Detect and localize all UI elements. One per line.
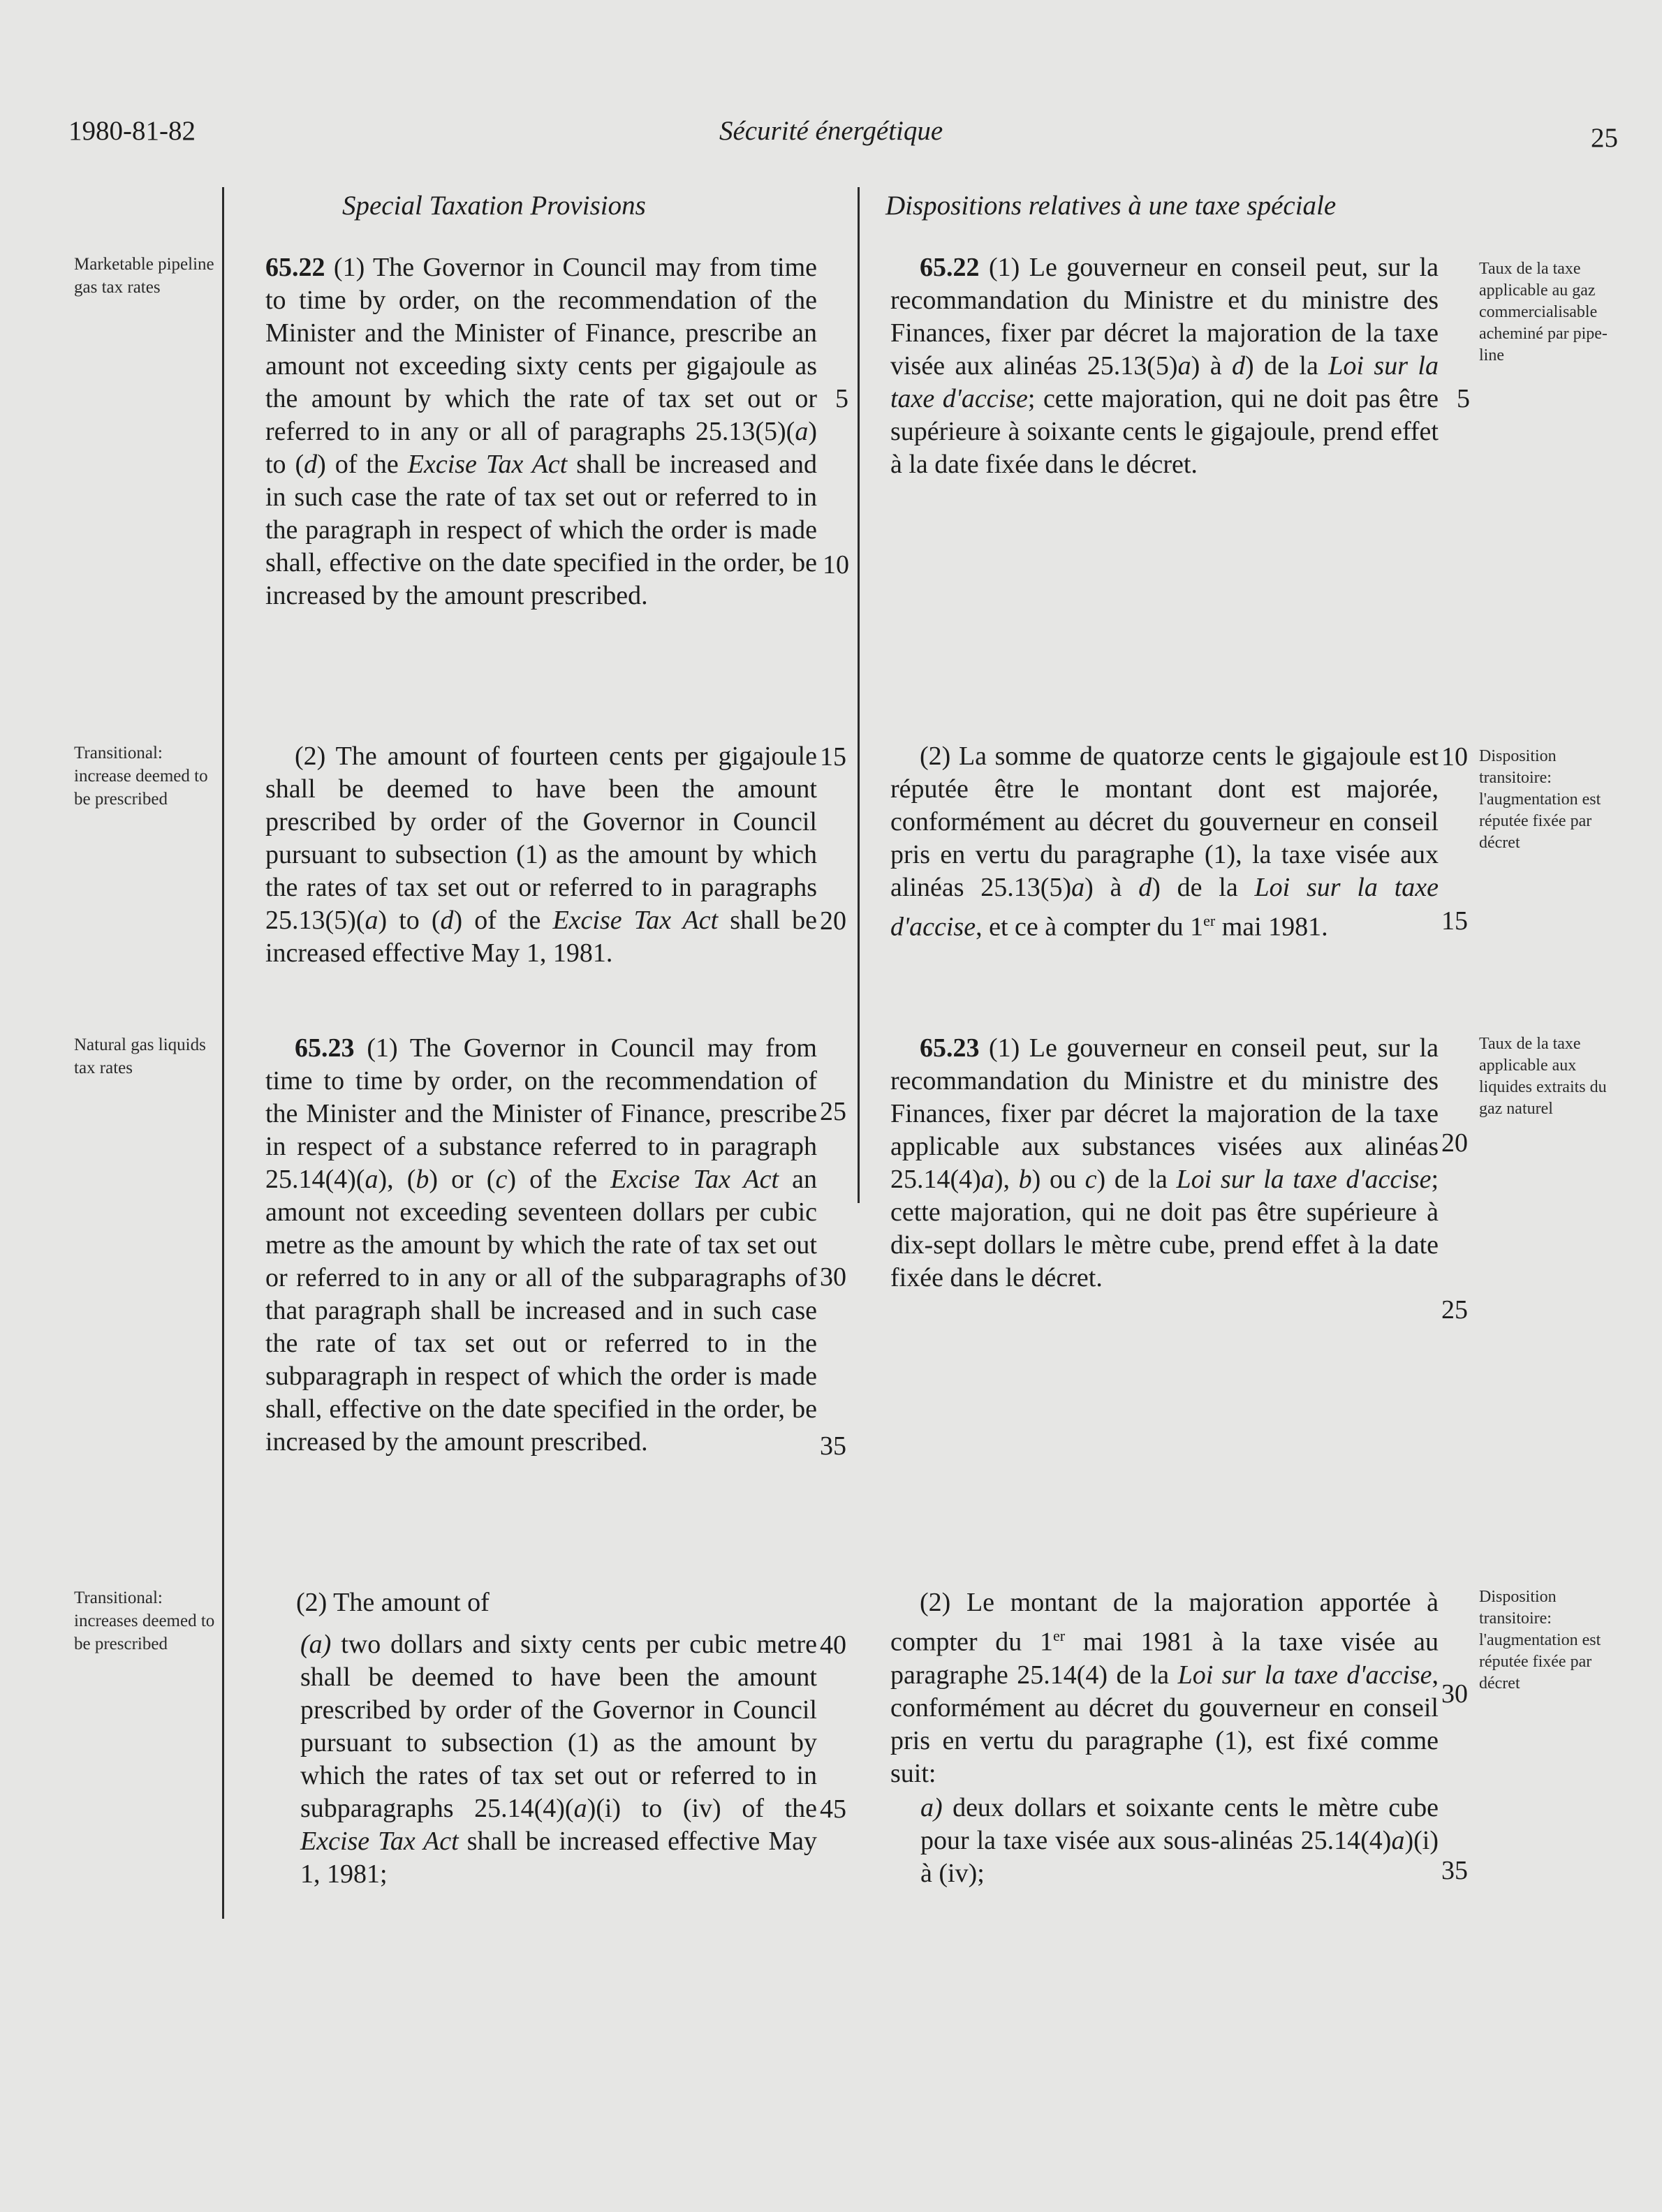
line-number: 25 [820,1097,846,1126]
text-italic: d [304,450,318,479]
superscript: er [1203,912,1216,929]
english-section-65-22-1 [265,251,817,612]
french-section-65-22-1 [890,251,1439,481]
text: ; cette majoration, qui ne doit pas être supérieure à soixante cents le gigajoule, prend effet à la date fixée dans le décret. [890,384,1439,479]
section-number: 65.22 [920,253,980,282]
text: shall be increased and in such case the rate of tax set out or referred to in the paragraph in respect of which the order is made shall, effective on the date specified in the order, be increased by the amount prescribed. [265,450,818,610]
text: ) à [1084,873,1139,902]
french-section-65-23-2 [890,1586,1439,1790]
text: ) of the [507,1165,611,1194]
line-number: 20 [820,906,846,936]
line-number: 40 [820,1630,846,1660]
text-italic: b [1018,1165,1032,1194]
text-italic: d [440,906,454,935]
line-number: 45 [820,1794,846,1824]
line-number: 10 [823,550,849,580]
text-italic: a [980,1165,994,1194]
text: ) à [1191,351,1232,381]
text: (1) Le gouverneur en conseil peut, sur la recommandation du Ministre et du ministre des Finances, fixer par décret la majoration de la taxe applicable aux substances visées aux alinéas 25.14(4) [890,1033,1439,1194]
text: (2) La somme de quatorze cents le gigajoule est réputée être le montant dont est majorée, conformément au décret du gouverneur en conseil pris en vertu du paragraphe (1), la taxe visée aux alinéas 25.13(5) [890,742,1439,902]
line-number: 35 [1441,1856,1468,1885]
text: ) to ( [378,906,441,935]
text-italic: a [1177,351,1191,381]
text: , conformément au décret du gouverneur en conseil pris en vertu du paragraphe (1), est fixé comme suit: [890,1660,1439,1788]
text-italic: Excise Tax Act [407,450,568,479]
text-italic: a [365,1165,378,1194]
text: ) to ( [265,417,817,479]
text-italic: Loi sur la taxe d'accise [1177,1660,1432,1690]
text: shall be increased effective May 1, 1981; [300,1827,817,1889]
text: two dollars and sixty cents per cubic metre shall be deemed to have been the amount prescribed by order of the Governor in Council pursuant to subsection (1) as the amount by which the rates of tax set out or referred to in subparagraphs 25.14(4)( [300,1630,817,1823]
english-section-65-23-2-a [300,1628,817,1891]
text: (1) The Governor in Council may from time to time by order, on the recommendation of the Minister and the Minister of Finance, prescribe in respect of a substance referred to in paragraph 25.14(4)( [265,1033,817,1194]
line-number: 30 [1441,1679,1468,1709]
text-italic: Excise Tax Act [610,1165,779,1194]
margin-note-disposition-transitoire-1: Disposition transitoire: l'augmentation est réputée fixée par décret [1479,747,1601,852]
margin-note-natural-gas-liquids: Natural gas liquids tax rates [74,1035,206,1077]
text: deux dollars et soixante cents le mètre cube pour la taxe visée aux sous-alinéas 25.14(4) [920,1793,1439,1855]
line-number: 25 [1441,1295,1468,1325]
text: ) de la [1152,873,1255,902]
center-column-rule [858,187,860,1203]
text: an amount not exceeding seventeen dollars per cubic metre as the amount by which the rate of tax set out or referred to in any or all of the subparagraphs of that paragraph shall be increased and in such case the rate of tax set out or referred to in the subparagraph in respect of which the order is made shall, effective on the date specified in the order, be increased by the amount prescribed. [265,1165,817,1457]
text: ), [994,1165,1019,1194]
text: shall be increased effective May 1, 1981. [265,906,817,968]
text: ) de la [1096,1165,1177,1194]
text: (1) Le gouverneur en conseil peut, sur la recommandation du Ministre et du ministre des Finances, fixer par décret la majoration de la taxe visée aux alinéas 25.13(5) [890,253,1439,381]
text: (1) The Governor in Council may from time to time by order, on the recommendation of the Minister and the Minister of Finance, prescribe an amount not exceeding sixty cents per gigajoule as the amount by which the rate of tax set out or referred to in any or all of paragraphs 25.13(5)( [265,253,817,446]
line-number: 30 [820,1262,846,1292]
text-italic: a [365,906,378,935]
text: ) ou [1031,1165,1085,1194]
text: mai 1981. [1215,912,1328,942]
text-italic: b [416,1165,429,1194]
margin-note-marketable-pipeline-gas: Marketable pipeline gas tax rates [74,255,214,297]
text-italic: Excise Tax Act [552,906,719,935]
line-number: 20 [1441,1128,1468,1158]
text-italic: d [1138,873,1152,902]
header-year: 1980-81-82 [68,116,196,146]
french-section-65-22-2 [890,740,1439,944]
text: , et ce à compter du 1 [976,912,1204,942]
clause-label: a) [920,1793,943,1822]
margin-note-transitional-increases: Transitional: increases deemed to be prescribed [74,1588,215,1653]
text: mai 1981 à la taxe visée au paragraphe 25.14(4) de la [890,1627,1439,1690]
text-italic: Loi sur la taxe d'accise [1176,1165,1432,1194]
margin-note-transitional-increase: Transitional: increase deemed to be prescribed [74,744,208,809]
margin-note-taux-liquides-gaz-naturel: Taux de la taxe applicable aux liquides extraits du gaz naturel [1479,1035,1607,1118]
text-italic: a [1391,1826,1405,1855]
text: (2) The amount of fourteen cents per gigajoule shall be deemed to have been the amount prescribed by order of the Governor in Council pursuant to subsection (1) as the amount by which the rates of tax set out or referred to in paragraphs 25.13(5)( [265,742,817,935]
text-italic: c [495,1165,508,1194]
line-number: 15 [1441,906,1468,936]
clause-label: (a) [300,1630,332,1659]
text: ) or ( [429,1165,496,1194]
line-number: 10 [1441,742,1468,772]
french-section-title: Dispositions relatives à une taxe spéciale [885,191,1337,221]
text-italic: a [573,1794,587,1823]
text-italic: Excise Tax Act [300,1827,459,1856]
french-section-65-23-1 [890,1032,1439,1295]
text: ) of the [317,450,408,479]
text-italic: a [795,417,809,446]
text: ; cette majoration, qui ne doit pas être supérieure à dix-sept dollars le mètre cube, prend effet à la date fixée dans le décret. [890,1165,1439,1292]
line-number: 15 [820,742,846,772]
text-italic: Loi sur la taxe d'accise [890,873,1439,942]
section-number: 65.23 [295,1033,355,1063]
french-section-65-23-2-a [920,1792,1439,1890]
english-section-65-22-2 [265,740,817,970]
text-italic: c [1084,1165,1097,1194]
line-number: 35 [820,1431,846,1461]
text-italic: a [1071,873,1085,902]
english-section-65-23-2-lead: (2) The amount of [296,1588,490,1617]
text: ) of the [453,906,553,935]
line-number: 5 [1457,384,1470,413]
margin-note-disposition-transitoire-2: Disposition transitoire: l'augmentation est réputée fixée par décret [1479,1588,1601,1693]
text: ), ( [378,1165,416,1194]
section-number: 65.22 [265,253,325,282]
header-title: Sécurité énergétique [719,116,943,146]
english-section-65-23-1 [265,1032,817,1459]
english-section-title: Special Taxation Provisions [342,191,646,221]
page-number: 25 [1591,123,1618,153]
text: )(i) à (iv); [920,1826,1439,1888]
text: )(i) to (iv) of the [587,1794,817,1823]
text: ) de la [1245,351,1329,381]
left-column-rule [222,187,224,1919]
text: (2) Le montant de la majoration apportée à compter du 1 [890,1588,1439,1657]
text-italic: Loi sur la taxe d'accise [890,351,1439,413]
superscript: er [1053,1627,1066,1644]
line-number: 5 [835,384,848,413]
text-italic: d [1232,351,1245,381]
margin-note-taux-gaz-commercialisable: Taux de la taxe applicable au gaz commercialisable acheminé par pipe-line [1479,260,1608,364]
section-number: 65.23 [920,1033,980,1063]
